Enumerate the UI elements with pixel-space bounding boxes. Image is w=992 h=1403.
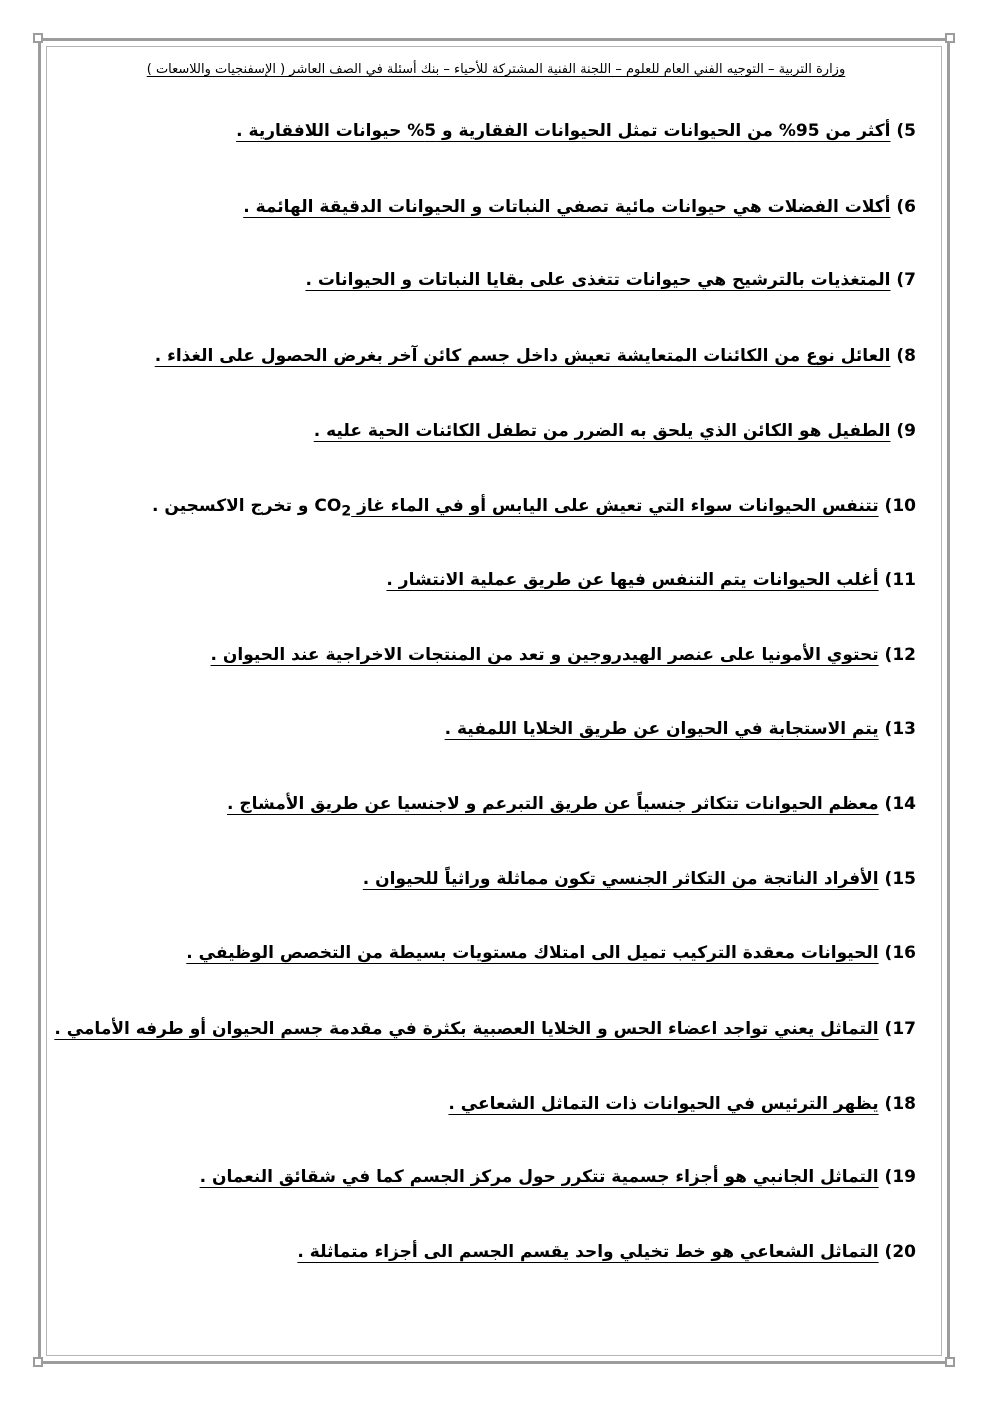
question-6 [243,197,916,217]
question-15 [363,869,916,889]
page-border-inner [46,46,942,1356]
question-number: 11) [884,570,916,590]
border-corner-bottom-right [945,1357,955,1367]
question-18 [448,1094,916,1114]
question-number: 9) [896,421,916,441]
question-number: 7) [896,270,916,290]
question-20 [297,1242,916,1262]
question-12 [210,645,916,665]
question-16 [186,943,916,963]
question-text: الحيوانات معقدة التركيب تميل الى امتلاك مستويات بسيطة من التخصص الوظيفي . [186,943,879,963]
question-number: 14) [884,794,916,814]
header-text: وزارة التربية – التوجيه الفني العام للعلوم – اللجنة الفنية المشتركة للأحياء – بنك أسئلة في الصف العاشر ( الإسفنجيات واللاسعات ) [146,62,846,77]
question-19 [200,1167,916,1187]
question-text-tail: و تخرج الاكسجين . [152,496,315,516]
co2-formula [314,496,352,520]
question-number: 18) [884,1094,916,1114]
question-number: 17) [884,1019,916,1039]
question-number: 8) [896,346,916,366]
question-text: الأفراد الناتجة من التكاثر الجنسي تكون مماثلة وراثياً للحيوان . [362,869,879,889]
question-number: 5) [896,121,916,141]
question-number: 16) [884,943,916,963]
question-8 [155,346,916,366]
question-text: معظم الحيوانات تتكاثر جنسياً عن طريق التبرعم و لاجنسيا عن طريق الأمشاج . [227,794,879,814]
question-number: 15) [884,869,916,889]
question-text: تحتوي الأمونيا على عنصر الهيدروجين و تعد من المنتجات الاخراجية عند الحيوان . [210,645,879,665]
border-corner-top-right [945,33,955,43]
question-17 [54,1019,916,1039]
border-corner-top-left [33,33,43,43]
question-text: أكثر من 95% من الحيوانات تمثل الحيوانات الفقارية و 5% حيوانات اللافقارية . [236,121,891,141]
question-number: 20) [884,1242,916,1262]
question-text: المتغذيات بالترشيح هي حيوانات تتغذى على بقايا النباتات و الحيوانات . [305,270,891,290]
question-text: الطفيل هو الكائن الذي يلحق به الضرر من تطفل الكائنات الحية عليه . [313,421,891,441]
question-13 [445,719,916,739]
question-9 [314,421,916,441]
question-text: تتنفس الحيوانات سواء التي تعيش على اليابس أو في الماء غاز [351,496,879,516]
question-number: 6) [896,197,916,217]
question-text: يظهر الترئيس في الحيوانات ذات التماثل الشعاعي . [448,1094,879,1114]
question-text: التماثل الجانبي هو أجزاء جسمية تتكرر حول مركز الجسم كما في شقائق النعمان . [199,1167,879,1187]
question-text: أغلب الحيوانات يتم التنفس فيها عن طريق عملية الانتشار . [386,570,879,590]
question-14 [227,794,916,814]
border-corner-bottom-left [33,1357,43,1367]
question-text: يتم الاستجابة في الحيوان عن طريق الخلايا اللمفية . [444,719,879,739]
question-5 [236,121,916,141]
question-number: 19) [884,1167,916,1187]
page-header [60,62,932,77]
question-text: التماثل الشعاعي هو خط تخيلي واحد يقسم الجسم الى أجزاء متماثلة . [297,1242,879,1262]
co2-subscript: 2 [341,503,352,520]
question-text: أكلات الفضلات هي حيوانات مائية تصفي النباتات و الحيوانات الدقيقة الهائمة . [243,197,891,217]
co2-symbol: CO [314,496,342,516]
question-11 [386,570,916,590]
question-text: العائل نوع من الكائنات المتعايشة تعيش داخل جسم كائن آخر بغرض الحصول على الغذاء . [154,346,891,366]
question-10 [152,496,916,519]
question-text: التماثل يعني تواجد اعضاء الحس و الخلايا العصبية بكثرة في مقدمة جسم الحيوان أو طرفه الأمامي . [54,1019,879,1039]
question-7 [305,270,916,290]
question-number: 12) [884,645,916,665]
question-number: 10) [884,496,916,516]
question-number: 13) [884,719,916,739]
